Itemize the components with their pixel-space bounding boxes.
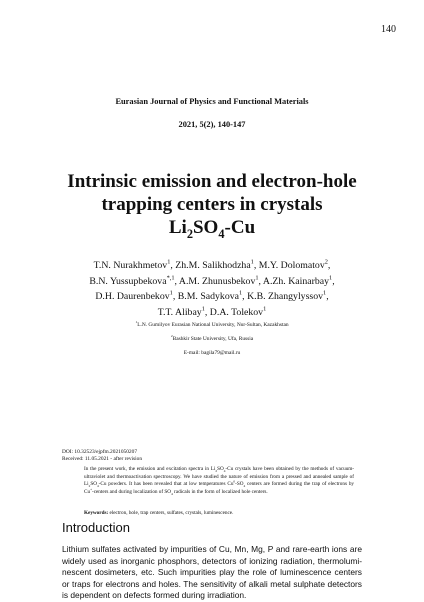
contact-email: E-mail: bagila79@mail.ru (183, 350, 241, 356)
author: M.Y. Dolomatov$^2$, (258, 258, 331, 271)
author: D.A. Tolekov$^1$ (209, 305, 267, 318)
author: A.Zh. Kainarbay$^1$, (262, 274, 335, 287)
page-number: 140 (381, 24, 396, 35)
affiliation-2: $^2$Bashkir State University, Ufa, Russia (170, 334, 254, 342)
author: B.M. Sadykova$^1$, (177, 289, 248, 302)
title-line-2: trapping centers in crystals (101, 194, 323, 215)
author: T.N. Nurakhmetov$^1$, (93, 258, 176, 271)
title-formula: $Li_2SO_4-Cu$ (168, 217, 256, 241)
body-paragraph: Lithium sulfates activated by impurities of Cu, Mn, Mg, P and rare-earth ions are widely used as inorganic phosphors, detectors of ionizing radiation, thermolumi-nescent dosimeters, etc. Such impurities play the role of luminescence centers or traps for electrons and holes. The sensitivity of alkali metal sulphate detectors is dependent on defects formed during irradiation. (62, 544, 362, 601)
author: T.T. Alibay$^1$, (157, 305, 210, 318)
journal-issue: 2021, 5(2), 140-147 (178, 120, 246, 129)
keywords-text: electron, hole, trap centers, sulfates, crystals, luminescence. (109, 510, 234, 516)
journal-name: Eurasian Journal of Physics and Functional Materials (115, 97, 309, 106)
affiliation-1: $^1$L.N. Gumilyov Eurasian National University, Nur-Sultan, Kazakhstan (135, 320, 289, 328)
author: D.H. Daurenbekov$^1$, (95, 289, 178, 302)
paper-title (40, 170, 384, 239)
keywords-label: Keywords: (84, 510, 109, 516)
title-line-1: Intrinsic emission and electron-hole (67, 171, 357, 192)
keywords (84, 510, 354, 516)
section-heading: Introduction (62, 520, 130, 535)
doi: DOI: 10.32523/ejpfm.2021050207 (62, 449, 138, 455)
abstract: In the present work, the emission and excitation spectra in $Li_2SO_4-Cu$ crystals have been obtained by the methods of vacuum-ultraviolet and thermoactivation spectroscopy. We have studied the nature of emission from a pressed and annealed sample of $Li_2SO_4-Cu$ powders. It has been revealed that at low temperatures $Cu^0-SO_4$ centers are formed during the trap of electrons by Cu+-centers and during localization of $SO_4$ radicals in the form of localized hole centers. (84, 466, 355, 496)
author: K.B. Zhangylyssov$^1$, (247, 289, 329, 302)
author-list (50, 258, 374, 320)
author: B.N. Yussupbekova$^{*,1}$, (89, 274, 179, 287)
author: A.M. Zhunusbekov$^1$, (178, 274, 263, 287)
received-date: Received: 11.05.2021 - after revision (62, 456, 143, 462)
author: Zh.M. Salikhodzha$^1$, (175, 258, 259, 271)
